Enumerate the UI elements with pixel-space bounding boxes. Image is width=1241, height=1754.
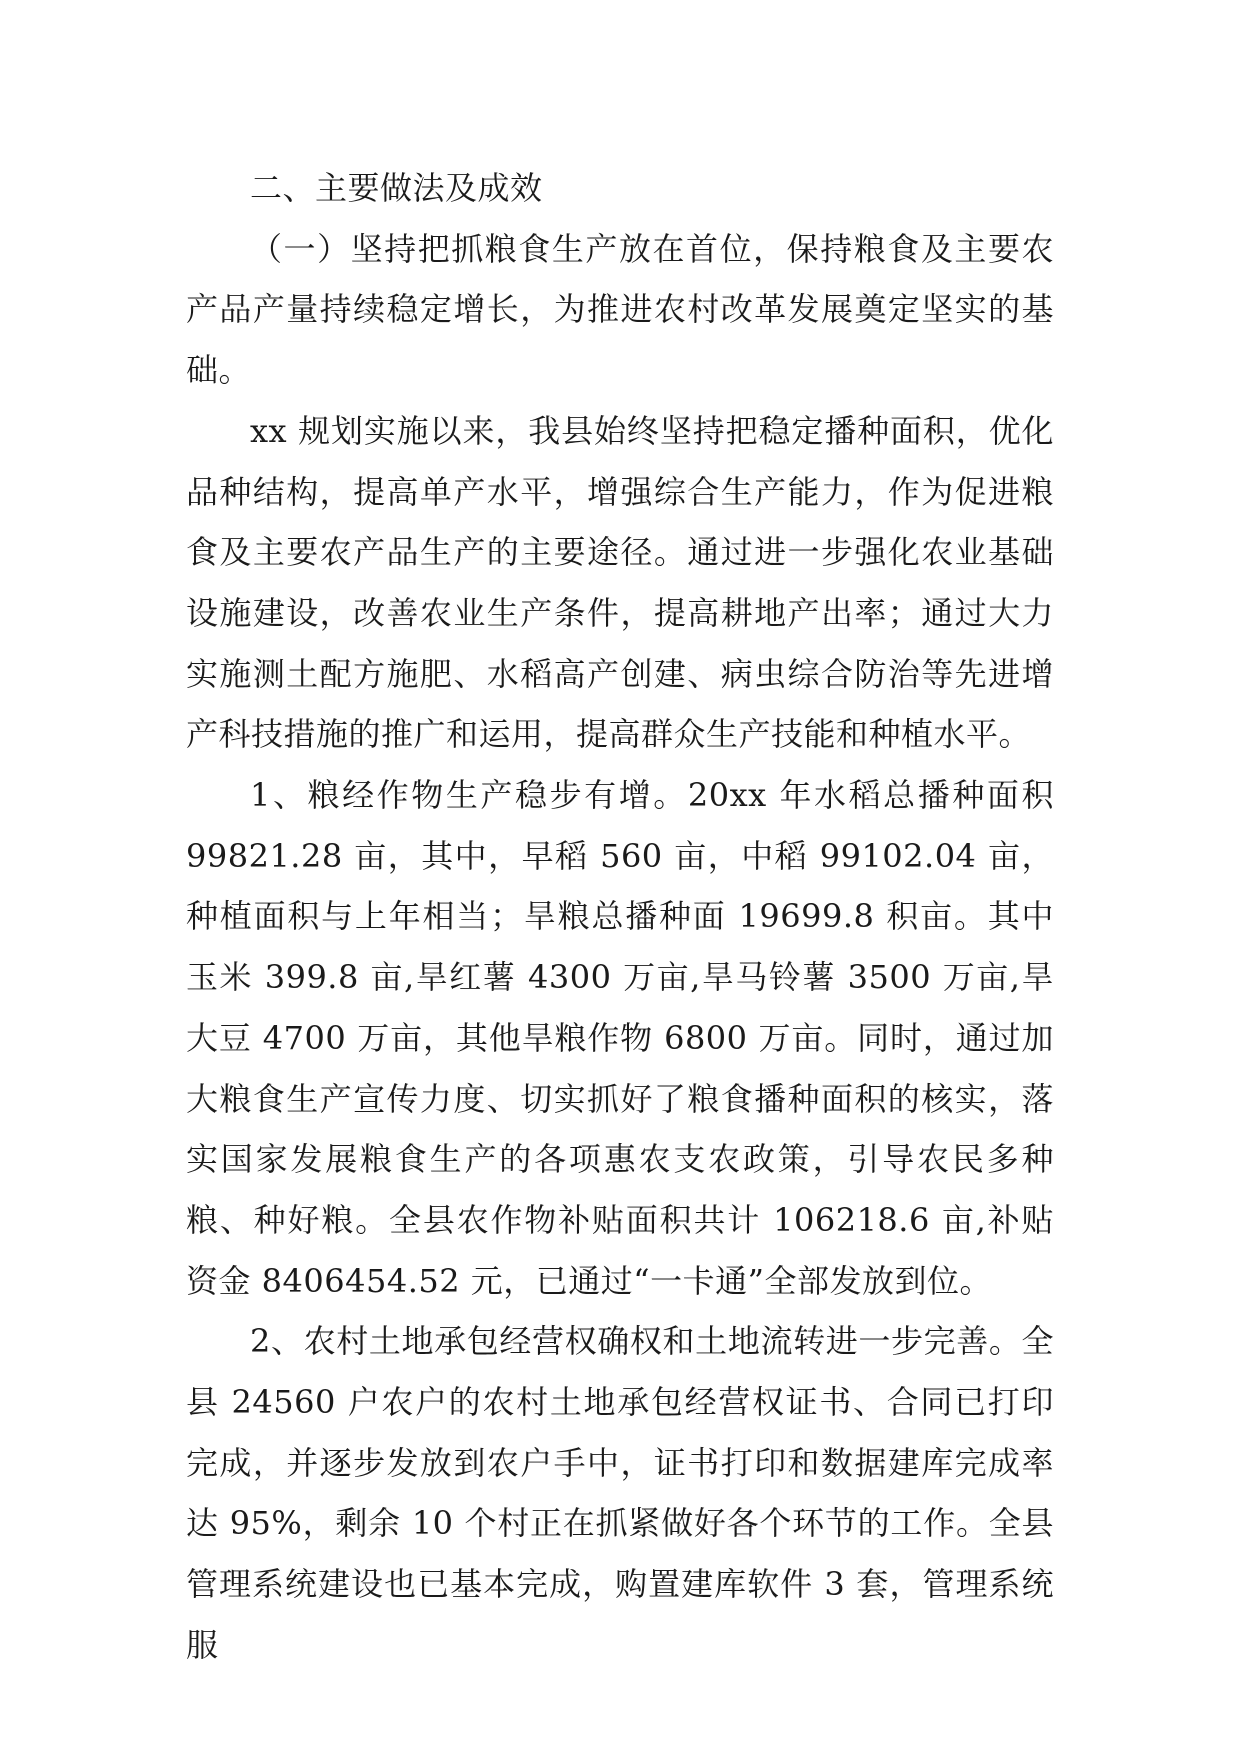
body-paragraph: 1、粮经作物生产稳步有增。20xx 年水稻总播种面积 99821.28 亩，其中，早稻 560 亩，中稻 99102.04 亩，种植面积与上年相当；旱粮总播种面 19699.8 积亩。其中玉米 399.8 亩,旱红薯 4300 万亩,旱马铃薯 3500 万亩,旱大豆 4700 万亩，其他旱粮作物 6800 万亩。同时，通过加大粮食生产宣传力度、切实抓好了粮食播种面积的核实，落实国家发展粮食生产的各项惠农支农政策，引导农民多种粮、种好粮。全县农作物补贴面积共计 106218.6 亩,补贴资金 8406454.52 元，已通过“一卡通”全部发放到位。	[186, 776, 1054, 1300]
subsection-heading: （一）坚持把抓粮食生产放在首位，保持粮食及主要农产品产量持续稳定增长，为推进农村改革发展奠定坚实的基础。	[186, 229, 1054, 390]
document-body	[186, 158, 1054, 1676]
body-paragraph: 2、农村土地承包经营权确权和土地流转进一步完善。全县 24560 户农户的农村土地承包经营权证书、合同已打印完成，并逐步发放到农户手中，证书打印和数据建库完成率达 95%，剩余 10 个村正在抓紧做好各个环节的工作。全县管理系统建设也已基本完成，购置建库软件 3 套，管理系统服	[186, 1322, 1054, 1664]
section-heading: 二、主要做法及成效	[250, 169, 543, 207]
body-paragraph: xx 规划实施以来，我县始终坚持把稳定播种面积，优化品种结构，提高单产水平，增强综合生产能力，作为促进粮食及主要农产品生产的主要途径。通过进一步强化农业基础设施建设，改善农业生产条件，提高耕地产出率；通过大力实施测土配方施肥、水稻高产创建、病虫综合防治等先进增产科技措施的推广和运用，提高群众生产技能和种植水平。	[186, 411, 1054, 754]
